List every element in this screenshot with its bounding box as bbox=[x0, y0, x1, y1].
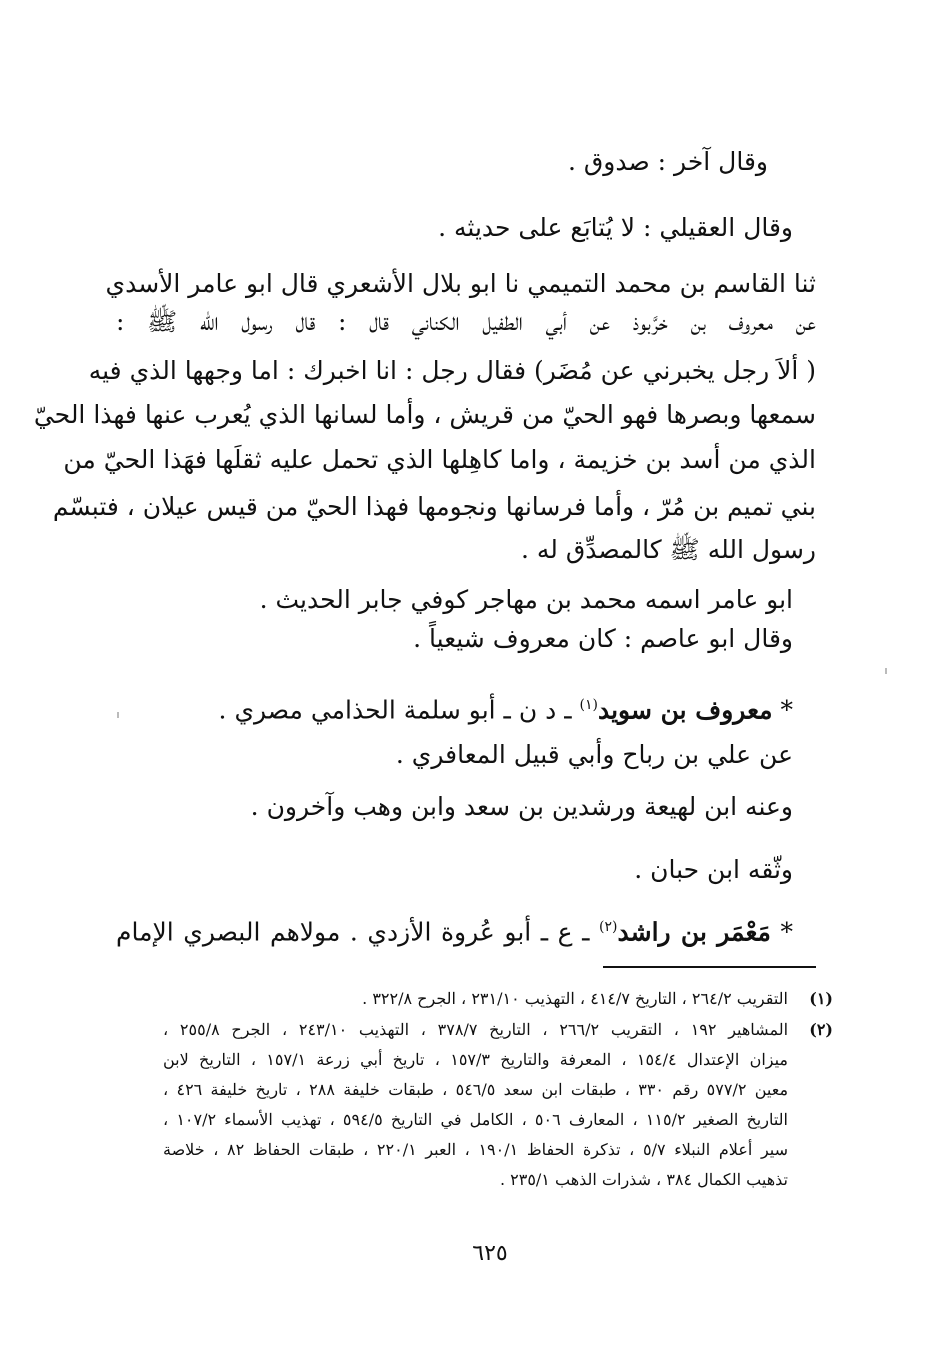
footnote-ref: (١) bbox=[579, 697, 598, 713]
footnote-number: (١) bbox=[809, 989, 833, 1008]
footnote-text: ميزان الإعتدال ١٥٤/٤ ، المعرفة والتاريخ ١٥٧/٣ ، تاريخ أبي زرعة ١٥٧/١ ، التاريخ لابن bbox=[163, 1050, 789, 1069]
text-line: ( ألاَ رجل يخبرني عن مُضَر) فقال رجل : انا اخبرك : اما وجهها الذي فيه bbox=[88, 356, 816, 385]
footnote-text: تذهيب الكمال ٣٨٤ ، شذرات الذهب ٢٣٥/١ . bbox=[499, 1170, 788, 1189]
text-line: ابو عامر اسمه محمد بن مهاجر كوفي جابر الحديث . bbox=[259, 585, 793, 614]
entry-name: معروف بن سويد bbox=[597, 695, 773, 725]
scan-speck bbox=[885, 668, 887, 674]
text-line: وقال العقيلي : لا يُتابَع على حديثه . bbox=[438, 213, 793, 242]
entry-heading bbox=[219, 688, 793, 727]
text-line: عن علي بن رباح وأبي قبيل المعافري . bbox=[395, 740, 793, 769]
text-line: وقال آخر : صدوق . bbox=[568, 147, 768, 176]
footnote-text: التاريخ الصغير ١١٥/٢ ، المعارف ٥٠٦ ، الكامل في التاريخ ٥٩٤/٥ ، تهذيب الأسماء ١٠٧/٢ ، bbox=[163, 1110, 788, 1129]
text-line: بني تميم بن مُرّ ، وأما فرسانها ونجومها فهذا الحيّ من قيس عيلان ، فتبسّم bbox=[52, 492, 816, 521]
footnote-text: معين ٥٧٧/٢ رقم ٣٣٠ ، طبقات ابن سعد ٥٤٦/٥ ، طبقات خليفة ٢٨٨ ، تاريخ خليفة ٤٢٦ ، bbox=[163, 1080, 789, 1099]
text-line: ثنا القاسم بن محمد التميمي نا ابو بلال الأشعري قال ابو عامر الأسدي bbox=[105, 269, 816, 298]
entry-star: * bbox=[780, 917, 793, 947]
text-line: سمعها وبصرها فهو الحيّ من قريش ، وأما لسانها الذي يُعرب عنها فهذا الحيّ bbox=[33, 400, 816, 429]
footnote-text: التقريب ٢٦٤/٢ ، التاريخ ٤١٤/٧ ، التهذيب ٢٣١/١٠ ، الجرح ٣٢٢/٨ . bbox=[362, 989, 788, 1008]
text-line: وقال ابو عاصم : كان معروف شيعياً . bbox=[413, 624, 793, 653]
text-line: وعنه ابن لهيعة ورشدين بن سعد وابن وهب وآخرون . bbox=[250, 792, 793, 821]
footnote-divider bbox=[603, 966, 816, 968]
footnote-text: سير أعلام النبلاء ٥/٧ ، تذكرة الحفاظ ١٩٠/١ ، العبر ٢٢٠/١ ، طبقات الحفاظ ٨٢ ، خلاصة bbox=[163, 1140, 789, 1159]
entry-name: مَعْمَر بن راشد bbox=[617, 917, 771, 947]
text-line: الذي من أسد بن خزيمة ، واما كاهِلها الذي تحمل عليه ثقلَها فهَذا الحيّ من bbox=[63, 445, 816, 474]
footnote-number: (٢) bbox=[809, 1020, 833, 1039]
text-line: رسول الله ﷺ كالمصدِّق له . bbox=[520, 535, 816, 564]
footnote-text: المشاهير ١٩٢ ، التقريب ٢٦٦/٢ ، التاريخ ٣٧٨/٧ ، التهذيب ٢٤٣/١٠ ، الجرح ٢٥٥/٨ ، bbox=[163, 1020, 789, 1039]
entry-description: ـ د ن ـ أبو سلمة الحذامي مصري . bbox=[218, 695, 572, 725]
entry-heading bbox=[116, 910, 793, 949]
text-line: وثّقه ابن حبان . bbox=[634, 855, 793, 884]
footnote-ref: (٢) bbox=[599, 919, 618, 935]
page-number: ٦٢٥ bbox=[472, 1241, 508, 1266]
entry-star: * bbox=[780, 695, 793, 725]
text-line: عن معروف بن خرَّبوذ عن أبي الطفيل الكناني قال : قال رسول الله ﷺ : bbox=[116, 307, 816, 336]
entry-description: ـ ع ـ أبو عُروة الأزدي . مولاهم البصري الإمام bbox=[116, 917, 590, 947]
scan-speck bbox=[117, 712, 119, 718]
